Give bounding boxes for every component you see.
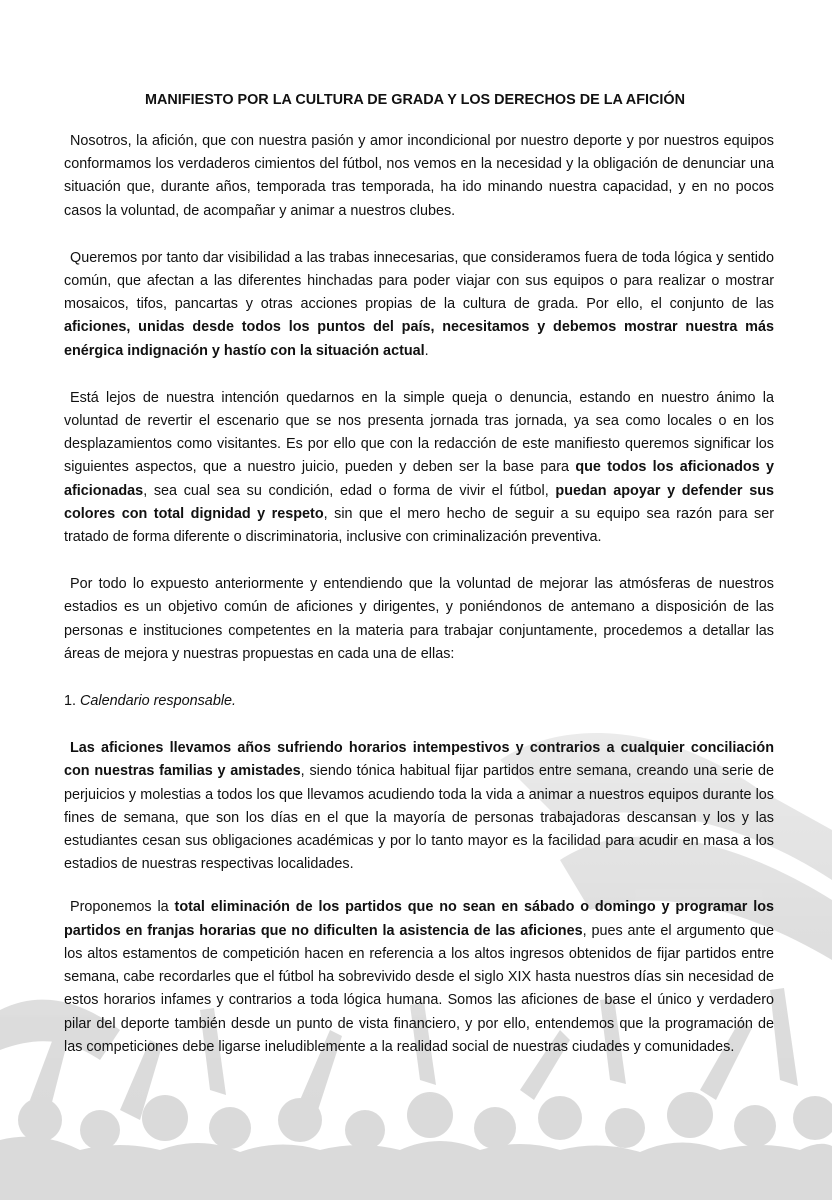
paragraph-2-bold: aficiones, unidas desde todos los puntos del país, necesitamos y debemos mostrar nuestra más enérgica indignación y hastío con la situación actual (64, 319, 774, 359)
paragraph-3-bold-2: puedan apoyar y defender sus colores con total dignidad y respeto (64, 482, 774, 522)
section-1-number: 1. (64, 693, 77, 710)
paragraph-6-end: , pues ante el argumento que los altos estamentos de competición hacen en referencia a los altos ingresos obtenidos de fijar partidos entre semana, cabe recordarles que el fútbol ha sobrevivido desde el siglo XIX hasta nuestros días sin necesidad de estos horarios infames y contrarios a toda lógica humana. Somos las aficiones de base el único y verdadero pilar del deporte también desde un punto de vista financiero, y por ello, entendemos que la programación de las competiciones debe ligarse ineludiblemente a la realidad social de nuestras ciudades y comunidades. (64, 922, 774, 1055)
paragraph-3-text-2: , sea cual sea su condición, edad o forma de vivir el fútbol, (143, 482, 556, 499)
paragraph-5-text: , siendo tónica habitual fijar partidos entre semana, creando una serie de perjuicios y molestias a todos los que llevamos acudiendo toda la vida a animar a nuestros equipos durante los fines de semana, que son los días en el que la mayoría de personas trabajadoras descansan y los y las estudiantes cesan sus obligaciones académicas y por lo tanto mayor es la facilidad para acudir en masa a los estadios de nuestras respectivas localidades. (64, 763, 774, 873)
section-1-heading (64, 690, 774, 713)
paragraph-2-text: Queremos por tanto dar visibilidad a las trabas innecesarias, que consideramos fuera de toda lógica y sentido común, que afectan a las diferentes hinchadas para poder viajar con sus equipos o para realizar o mostrar mosaicos, tifos, pancartas y otras acciones propias de la cultura de grada. Por ello, el conjunto de las (64, 249, 774, 313)
paragraph-3-end: , sin que el mero hecho de seguir a su equipo sea razón para ser tratado de forma diferente o discriminatoria, inclusive con criminalización preventiva. (64, 505, 774, 546)
paragraph-3-bold-1: que todos los aficionados y aficionadas (64, 459, 774, 499)
paragraph-6-text: Proponemos la (70, 899, 175, 916)
page-title: MANIFIESTO POR LA CULTURA DE GRADA Y LOS DERECHOS DE LA AFICIÓN (145, 92, 685, 108)
paragraph-6 (64, 896, 774, 1058)
paragraph-2-end: . (424, 342, 429, 359)
paragraph-1: Nosotros, la afición, que con nuestra pasión y amor incondicional por nuestro deporte y por nuestros equipos conformamos los verdaderos cimientos del fútbol, nos vemos en la necesidad y la obligación de denunciar una situación que, durante años, temporada tras temporada, ha ido minando nuestra capacidad, y en no pocos casos la voluntad, de acompañar y animar a nuestros clubes. (64, 133, 774, 219)
paragraph-3-text: Está lejos de nuestra intención quedarnos en la simple queja o denuncia, estando en nuestro ánimo la voluntad de revertir el escenario que se nos presenta jornada tras jornada, ya sea como locales o en los desplazamientos como visitantes. Es por ello que con la redacción de este manifiesto queremos significar los siguientes aspectos, que a nuestro juicio, pueden y deben ser la base para (64, 389, 774, 476)
paragraph-4: Por todo lo expuesto anteriormente y entendiendo que la voluntad de mejorar las atmósferas de nuestros estadios es un objetivo común de aficiones y dirigentes, y poniéndonos de antemano a disposición de las personas e instituciones competentes en la materia para trabajar conjuntamente, procedemos a detallar las áreas de mejora y nuestras propuestas en cada una de ellas: (64, 576, 774, 662)
section-1-title: Calendario responsable. (80, 693, 237, 710)
document-content (64, 92, 774, 1059)
paragraph-3 (64, 387, 774, 549)
paragraph-5 (64, 737, 774, 876)
paragraph-5-bold: Las aficiones llevamos años sufriendo horarios intempestivos y contrarios a cualquier conciliación con nuestras familias y amistades (64, 740, 774, 780)
paragraph-2 (64, 247, 774, 363)
paragraph-6-bold: total eliminación de los partidos que no sean en sábado o domingo y programar los partidos en franjas horarias que no dificulten la asistencia de las aficiones (64, 899, 774, 939)
